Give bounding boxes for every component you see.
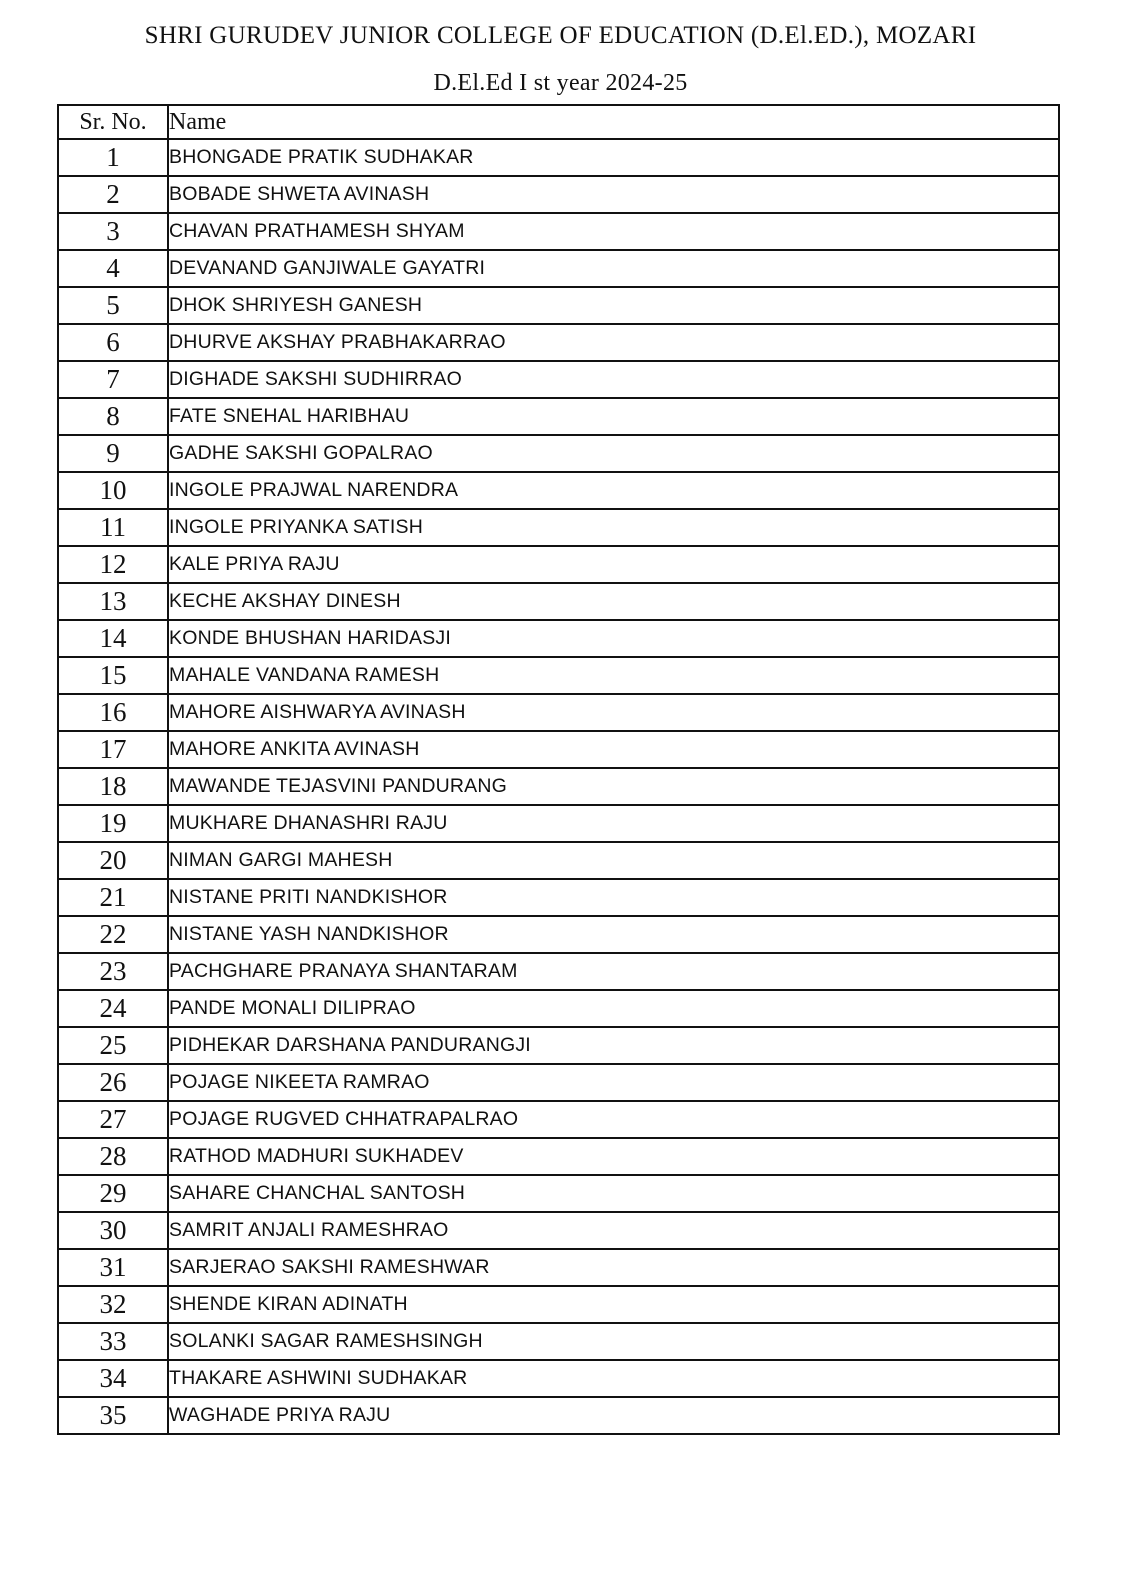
table-row <box>58 1397 1059 1434</box>
student-name-cell: NISTANE YASH NANDKISHOR <box>168 916 1059 953</box>
student-name-cell: PIDHEKAR DARSHANA PANDURANGJI <box>168 1027 1059 1064</box>
table-row <box>58 768 1059 805</box>
serial-number-cell: 5 <box>58 287 168 324</box>
student-name-cell: SAHARE CHANCHAL SANTOSH <box>168 1175 1059 1212</box>
student-name-cell: CHAVAN PRATHAMESH SHYAM <box>168 213 1059 250</box>
table-row <box>58 694 1059 731</box>
student-name-cell: INGOLE PRAJWAL NARENDRA <box>168 472 1059 509</box>
table-row <box>58 1212 1059 1249</box>
table-row <box>58 139 1059 176</box>
table-row <box>58 1286 1059 1323</box>
student-name-cell: POJAGE RUGVED CHHATRAPALRAO <box>168 1101 1059 1138</box>
table-row <box>58 361 1059 398</box>
table-row <box>58 805 1059 842</box>
student-name-cell: MAHORE AISHWARYA AVINASH <box>168 694 1059 731</box>
student-name-cell: DHOK SHRIYESH GANESH <box>168 287 1059 324</box>
student-name-cell: SARJERAO SAKSHI RAMESHWAR <box>168 1249 1059 1286</box>
serial-number-cell: 24 <box>58 990 168 1027</box>
serial-number-cell: 22 <box>58 916 168 953</box>
serial-number-cell: 17 <box>58 731 168 768</box>
table-row <box>58 472 1059 509</box>
serial-number-cell: 34 <box>58 1360 168 1397</box>
table-row <box>58 731 1059 768</box>
serial-number-cell: 11 <box>58 509 168 546</box>
table-row <box>58 213 1059 250</box>
serial-number-cell: 15 <box>58 657 168 694</box>
student-name-cell: SHENDE KIRAN ADINATH <box>168 1286 1059 1323</box>
serial-number-cell: 14 <box>58 620 168 657</box>
serial-number-cell: 20 <box>58 842 168 879</box>
serial-number-cell: 26 <box>58 1064 168 1101</box>
serial-number-cell: 4 <box>58 250 168 287</box>
serial-number-cell: 7 <box>58 361 168 398</box>
student-name-cell: POJAGE NIKEETA RAMRAO <box>168 1064 1059 1101</box>
document-title: SHRI GURUDEV JUNIOR COLLEGE OF EDUCATION (D.El.ED.), MOZARI <box>144 22 977 49</box>
serial-number-cell: 3 <box>58 213 168 250</box>
table-header-row <box>58 105 1059 139</box>
serial-number-cell: 10 <box>58 472 168 509</box>
student-name-cell: THAKARE ASHWINI SUDHAKAR <box>168 1360 1059 1397</box>
serial-number-cell: 21 <box>58 879 168 916</box>
table-row <box>58 398 1059 435</box>
serial-number-cell: 23 <box>58 953 168 990</box>
table-row <box>58 1027 1059 1064</box>
table-body <box>58 139 1059 1434</box>
student-name-cell: WAGHADE PRIYA RAJU <box>168 1397 1059 1434</box>
student-name-cell: FATE SNEHAL HARIBHAU <box>168 398 1059 435</box>
student-name-cell: KALE PRIYA RAJU <box>168 546 1059 583</box>
serial-number-cell: 2 <box>58 176 168 213</box>
serial-number-cell: 16 <box>58 694 168 731</box>
serial-number-cell: 29 <box>58 1175 168 1212</box>
table-row <box>58 657 1059 694</box>
student-name-cell: KECHE AKSHAY DINESH <box>168 583 1059 620</box>
table-row <box>58 546 1059 583</box>
table-row <box>58 509 1059 546</box>
student-name-cell: PANDE MONALI DILIPRAO <box>168 990 1059 1027</box>
student-name-cell: RATHOD MADHURI SUKHADEV <box>168 1138 1059 1175</box>
student-name-cell: DEVANAND GANJIWALE GAYATRI <box>168 250 1059 287</box>
table-row <box>58 324 1059 361</box>
serial-number-cell: 25 <box>58 1027 168 1064</box>
student-name-cell: MAHALE VANDANA RAMESH <box>168 657 1059 694</box>
serial-number-cell: 1 <box>58 139 168 176</box>
table-row <box>58 1360 1059 1397</box>
student-name-cell: PACHGHARE PRANAYA SHANTARAM <box>168 953 1059 990</box>
document-subtitle: D.El.Ed I st year 2024-25 <box>433 70 688 96</box>
table-row <box>58 620 1059 657</box>
column-header-name: Name <box>168 105 1059 139</box>
serial-number-cell: 18 <box>58 768 168 805</box>
serial-number-cell: 30 <box>58 1212 168 1249</box>
table-row <box>58 1323 1059 1360</box>
student-name-cell: DIGHADE SAKSHI SUDHIRRAO <box>168 361 1059 398</box>
table-row <box>58 879 1059 916</box>
table-row <box>58 583 1059 620</box>
serial-number-cell: 35 <box>58 1397 168 1434</box>
table-row <box>58 250 1059 287</box>
serial-number-cell: 19 <box>58 805 168 842</box>
table-row <box>58 287 1059 324</box>
column-header-sr-no: Sr. No. <box>58 105 168 139</box>
table-row <box>58 1101 1059 1138</box>
serial-number-cell: 33 <box>58 1323 168 1360</box>
student-name-cell: GADHE SAKSHI GOPALRAO <box>168 435 1059 472</box>
table-row <box>58 1249 1059 1286</box>
table-row <box>58 1138 1059 1175</box>
table-row <box>58 176 1059 213</box>
student-roster-table <box>57 104 1060 1435</box>
student-name-cell: INGOLE PRIYANKA SATISH <box>168 509 1059 546</box>
serial-number-cell: 27 <box>58 1101 168 1138</box>
table-row <box>58 1064 1059 1101</box>
table-row <box>58 916 1059 953</box>
serial-number-cell: 32 <box>58 1286 168 1323</box>
serial-number-cell: 9 <box>58 435 168 472</box>
table-row <box>58 953 1059 990</box>
table-row <box>58 842 1059 879</box>
student-name-cell: MAWANDE TEJASVINI PANDURANG <box>168 768 1059 805</box>
student-name-cell: SOLANKI SAGAR RAMESHSINGH <box>168 1323 1059 1360</box>
student-name-cell: NIMAN GARGI MAHESH <box>168 842 1059 879</box>
student-name-cell: NISTANE PRITI NANDKISHOR <box>168 879 1059 916</box>
student-name-cell: DHURVE AKSHAY PRABHAKARRAO <box>168 324 1059 361</box>
table-row <box>58 435 1059 472</box>
student-name-cell: BOBADE SHWETA AVINASH <box>168 176 1059 213</box>
serial-number-cell: 31 <box>58 1249 168 1286</box>
serial-number-cell: 28 <box>58 1138 168 1175</box>
serial-number-cell: 6 <box>58 324 168 361</box>
serial-number-cell: 8 <box>58 398 168 435</box>
table-row <box>58 1175 1059 1212</box>
student-name-cell: BHONGADE PRATIK SUDHAKAR <box>168 139 1059 176</box>
student-name-cell: MUKHARE DHANASHRI RAJU <box>168 805 1059 842</box>
student-name-cell: KONDE BHUSHAN HARIDASJI <box>168 620 1059 657</box>
student-name-cell: MAHORE ANKITA AVINASH <box>168 731 1059 768</box>
table-row <box>58 990 1059 1027</box>
serial-number-cell: 13 <box>58 583 168 620</box>
serial-number-cell: 12 <box>58 546 168 583</box>
student-name-cell: SAMRIT ANJALI RAMESHRAO <box>168 1212 1059 1249</box>
